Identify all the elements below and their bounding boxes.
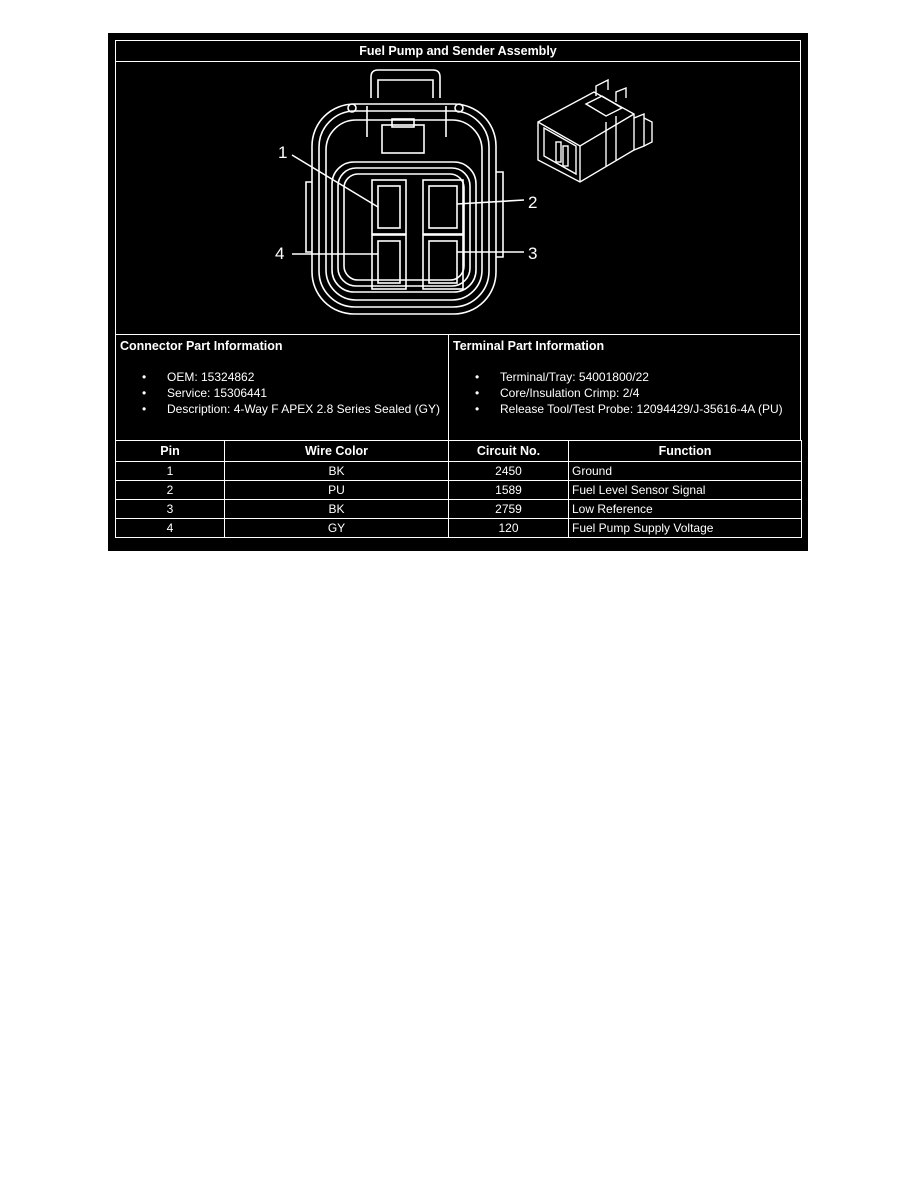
terminal-part-information [448,334,801,441]
title-bar [115,40,801,62]
cell-pin: 2 [116,481,225,500]
terminal-info-list [449,369,783,417]
cell-pin: 3 [116,500,225,519]
connector-info-service: • Service: 15306441 [116,385,440,401]
sheet-title: Fuel Pump and Sender Assembly [359,44,557,58]
header-circuit-no: Circuit No. [449,441,569,462]
connector-info-description: • Description: 4-Way F APEX 2.8 Series Sealed (GY) [116,401,440,417]
pin-label-2: 2 [528,193,538,212]
table-row [116,462,802,481]
cell-circuit: 2759 [449,500,569,519]
terminal-info-release-tool: • Release Tool/Test Probe: 12094429/J-35616-4A (PU) [449,401,783,417]
header-pin: Pin [116,441,225,462]
cell-circuit: 1589 [449,481,569,500]
terminal-info-tray: • Terminal/Tray: 54001800/22 [449,369,783,385]
terminal-info-crimp: • Core/Insulation Crimp: 2/4 [449,385,783,401]
table-header-row [116,441,802,462]
table-row [116,500,802,519]
cell-circuit: 120 [449,519,569,538]
header-function: Function [569,441,802,462]
pin-label-3: 3 [528,244,538,263]
cell-pin: 4 [116,519,225,538]
connector-part-information [115,334,449,441]
cell-function: Ground [569,462,802,481]
pin-out-table [115,440,802,538]
cell-wire-color: PU [225,481,449,500]
cell-function: Fuel Level Sensor Signal [569,481,802,500]
header-wire-color: Wire Color [225,441,449,462]
cell-function: Low Reference [569,500,802,519]
connector-info-list [116,369,440,417]
table-row [116,519,802,538]
connector-info-oem: • OEM: 15324862 [116,369,440,385]
pin-label-1: 1 [278,143,288,162]
cell-circuit: 2450 [449,462,569,481]
pin-label-4: 4 [275,244,285,263]
connector-isometric-view [538,80,652,182]
cell-function: Fuel Pump Supply Voltage [569,519,802,538]
terminal-info-heading: Terminal Part Information [453,339,605,353]
cell-wire-color: BK [225,462,449,481]
table-row [116,481,802,500]
connector-diagram-panel [115,61,801,335]
connector-housing [306,104,503,314]
cell-pin: 1 [116,462,225,481]
connector-sheet [108,33,808,551]
connector-cavities [372,180,463,289]
cell-wire-color: BK [225,500,449,519]
connector-face-diagram [116,62,799,333]
cell-wire-color: GY [225,519,449,538]
connector-info-heading: Connector Part Information [120,339,283,353]
